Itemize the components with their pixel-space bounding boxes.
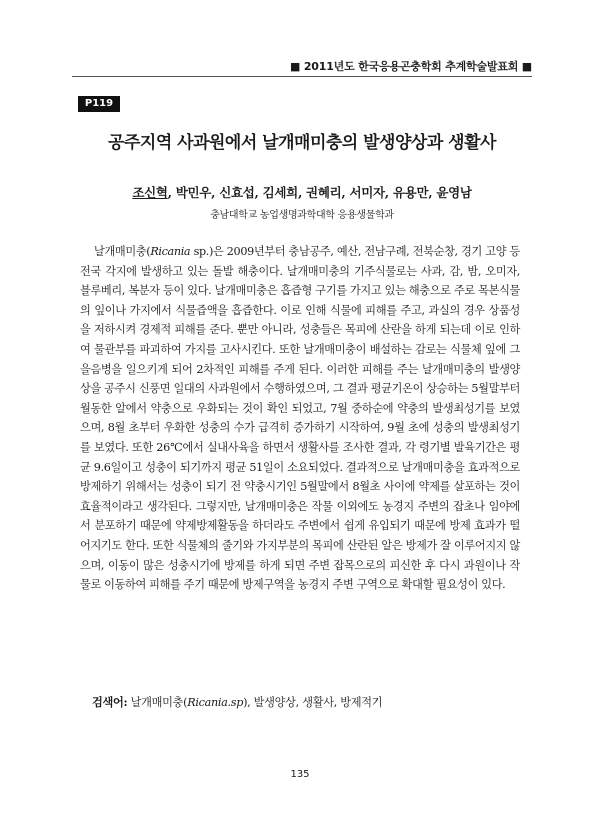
- species-name: Ricania: [150, 245, 191, 258]
- abstract-text-start: 날개매미충(: [94, 245, 151, 258]
- keywords-pre: 날개매미충(: [127, 696, 188, 709]
- paper-code-badge: P119: [78, 96, 120, 112]
- presenting-author: 조신혁: [132, 185, 168, 200]
- abstract-paragraph: [80, 242, 520, 595]
- affiliation: 충남대학교 농업생명과학대학 응용생물학과: [210, 210, 394, 221]
- keywords-line: [92, 694, 522, 710]
- page-number: 135: [290, 769, 310, 780]
- keywords-post: ), 발생양상, 생활사, 방제적기: [243, 696, 383, 709]
- keywords-species: Ricania.sp: [187, 696, 244, 709]
- co-authors: , 박민우, 신효섭, 김세희, 권혜리, 서미자, 유용만, 윤영남: [167, 185, 472, 200]
- proceedings-header: ■ 2011년도 한국응용곤충학회 추계학술발표회 ■: [290, 60, 532, 73]
- paper-title: 공주지역 사과원에서 날개매미충의 발생양상과 생활사: [108, 133, 496, 153]
- author-list: [72, 183, 532, 201]
- abstract-text-rest: sp.)은 2009년부터 충남공주, 예산, 전남구례, 전북순창, 경기 고양 등 전국 각지에 발생하고 있는 돌발 해충이다. 날개매미충의 기주식물로는 사과, 감, 밤, 오미자, 블루베리, 복분자 등이 있다. 날개매미충은 흡즙형 구기를 가지고 있는 해충으로 주로 목본식물의 잎이나 가지에서 식물즙액을 흡즙한다. 이로 인해 식물에 피해를 주고, 과실의 경우 상품성을 저하시켜 경제적 피해를 준다. 뿐만 아니라, 성충들은 목피에 산란을 하게 되는데 이로 인하여 물관부를 파괴하여 가지를 고사시킨다. 또한 날개매미충이 배설하는 감로는 식물체 잎에 그을음병을 일으키게 되어 2차적인 피해를 주게 된다. 이러한 피해를 주는 날개매미충의 발생양상을 공주시 신풍면 일대의 사과원에서 수행하였으며, 그 결과 평균기온이 상승하는 5월말부터 월동한 알에서 약충으로 우화되는 것이 확인 되었고, 7월 중하순에 약충의 발생최성기를 보였으며, 8월 초부터 우화한 성충의 수가 급격히 증가하기 시작하여, 9월 초에 성충의 발생최성기를 보였다. 또한 26℃에서 실내사육을 하면서 생활사를 조사한 결과, 각 령기별 발육기간은 평균 9.6일이고 성충이 되기까지 평균 51일이 소요되었다. 결과적으로 날개매미충을 효과적으로 방제하기 위해서는 성충이 되기 전 약충시기인 5월말에서 8월초 사이에 약제를 살포하는 것이 효율적이라고 생각된다. 그렇지만, 날개매미충은 작물 이외에도 농경지 주변의 잡초나 임야에서 분포하기 때문에 약제방제활동을 하더라도 주변에서 쉽게 유입되기 때문에 방제 효과가 떨어지기도 한다. 또한 식물체의 줄기와 가지부분의 목피에 산란된 알은 방제가 잘 이루어지지 않으며, 이동이 많은 성충시기에 방제를 하게 되면 주변 잡목으로의 피신한 후 다시 과원이나 작물로 이동하여 피해를 주기 때문에 방제구역을 농경지 주변 구역으로 확대할 필요성이 있다.: [80, 245, 520, 592]
- abstract-body: [80, 242, 520, 595]
- keywords-label: 검색어:: [92, 695, 128, 709]
- header-divider: [72, 76, 532, 77]
